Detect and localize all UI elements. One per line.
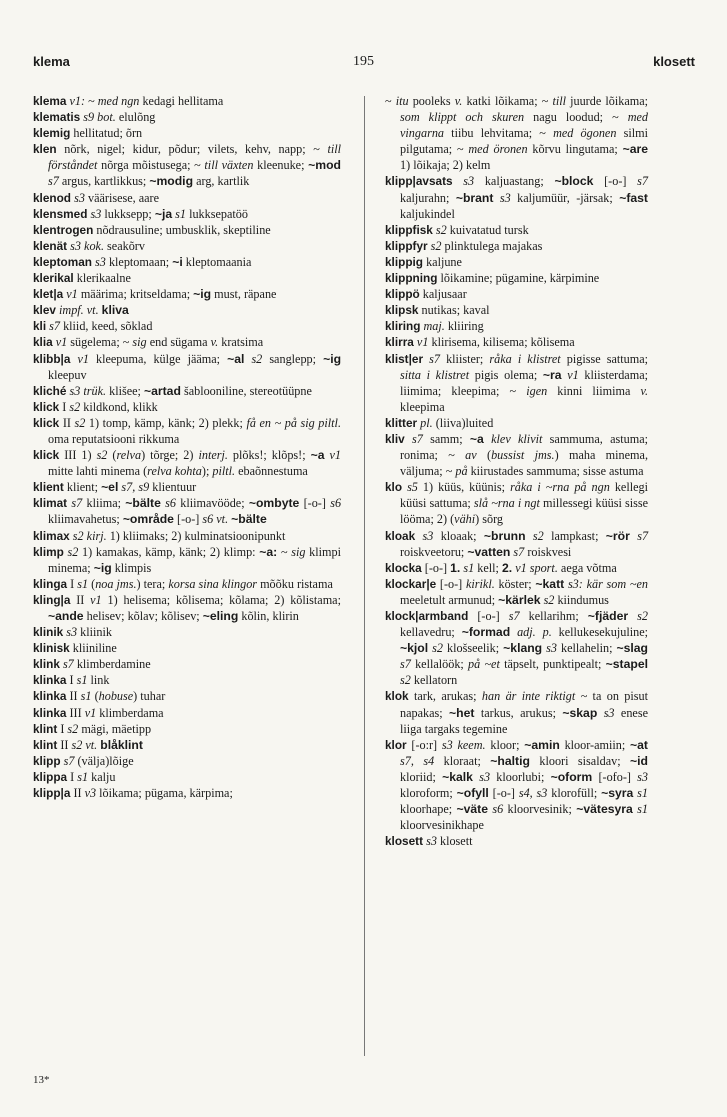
left-guide-word: klema bbox=[33, 54, 70, 69]
dictionary-entry: klippfisk s2 kuivatatud tursk bbox=[385, 222, 529, 237]
dictionary-entry: klippig kaljune bbox=[385, 254, 462, 269]
dictionary-entry: klockar|e [-o-] kirikl. köster; ~katt s3: kär som ~en meeletult armunud; ~kärlek s2 kiindumus bbox=[385, 576, 649, 607]
dictionary-entry: klev impf. vt. kliva bbox=[33, 303, 129, 318]
dictionary-entry: klinka III v1 klimberdama bbox=[33, 705, 164, 720]
dictionary-entry: klemig hellitatud; õrn bbox=[33, 126, 143, 141]
dictionary-entry: klippa I s1 kalju bbox=[33, 769, 116, 784]
dictionary-entry: klema v1: ~ med ngn kedagi hellitama bbox=[33, 94, 224, 108]
dictionary-entry: klensmed s3 lukksepp; ~ja s1 lukksepatöö bbox=[33, 206, 248, 221]
dictionary-entry: klor [-o:r] s3 keem. kloor; ~amin kloor-amiin; ~at s7, s4 kloraat; ~haltig kloori sisaldav; ~id kloriid; ~kalk s3 kloorlubi; ~oform [-ofo-] s3 kloroform; ~ofyll [-o-] s4, s3 klorofüll; ~syra s1 kloorhape; ~väte s6 kloorvesinik; ~vätesyra s1 kloorvesinikhape bbox=[385, 737, 649, 833]
dictionary-entry: klinka II s1 (hobuse) tuhar bbox=[33, 689, 166, 704]
dictionary-entry: klink s7 klimberdamine bbox=[33, 657, 151, 672]
dictionary-entry: klematis s9 bot. elulõng bbox=[33, 110, 156, 125]
dictionary-entry: klinka I s1 link bbox=[33, 673, 110, 688]
dictionary-entry: klist|er s7 kliister; råka i klistret pigisse sattuma; sitta i klistret pigis olema; ~ra v1 kliisterdama; liimima; kleepima; ~ igen kinni liimima v. kleepima bbox=[385, 351, 649, 414]
dictionary-entry: klipsk nutikas; kaval bbox=[385, 303, 490, 318]
dictionary-entry: klia v1 sügelema; ~ sig end sügama v. kratsima bbox=[33, 335, 264, 350]
dictionary-entry: klipp|a II v3 lõikama; pügama, kärpima; bbox=[33, 786, 233, 801]
dictionary-entry: klirra v1 klirisema, kilisema; kõlisema bbox=[385, 335, 575, 350]
left-column bbox=[33, 93, 341, 801]
dictionary-entry: klimax s2 kirj. 1) kliimaks; 2) kulminatsioonipunkt bbox=[33, 528, 286, 543]
dictionary-entry: klippning lõikamine; pügamine, kärpimine bbox=[385, 271, 600, 286]
dictionary-entry: klippfyr s2 plinktulega majakas bbox=[385, 238, 543, 253]
page-number: 195 bbox=[353, 54, 374, 69]
dictionary-entry: klimat s7 kliima; ~bälte s6 kliimavööde; ~ombyte [-o-] s6 kliimavahetus; ~område [-o-] s6 vt. ~bälte bbox=[33, 496, 342, 527]
dictionary-entry: klitter pl. (liiva)luited bbox=[385, 415, 494, 430]
right-column bbox=[385, 93, 648, 849]
dictionary-entry: kleptoman s3 kleptomaan; ~i kleptomaania bbox=[33, 254, 252, 269]
page-header bbox=[30, 52, 697, 74]
dictionary-entry: klenät s3 kok. seakõrv bbox=[33, 238, 145, 253]
dictionary-entry: klerikal klerikaalne bbox=[33, 271, 131, 286]
dictionary-entry: klint I s2 mägi, mäetipp bbox=[33, 721, 152, 736]
dictionary-entry: klen nõrk, nigel; kidur, põdur; vilets, kehv, napp; ~ till förståndet nõrga mõistusega; ~ till växten kleenuke; ~mod s7 argus, kartlikkus; ~modig arg, kartlik bbox=[33, 142, 341, 189]
dictionary-entry: klimp s2 1) kamakas, kämp, känk; 2) klimp: ~a: ~ sig klimpi minema; ~ig klimpis bbox=[33, 544, 342, 575]
dictionary-entry: klenod s3 väärisese, aare bbox=[33, 190, 160, 205]
dictionary-entry: klipp s7 (välja)lõige bbox=[33, 753, 134, 768]
dictionary-entry: klient klient; ~el s7, s9 klientuur bbox=[33, 480, 197, 495]
dictionary-entry: kloak s3 kloaak; ~brunn s2 lampkast; ~rör s7 roiskveetoru; ~vatten s7 roiskvesi bbox=[385, 528, 649, 559]
dictionary-entry: klinisk kliiniline bbox=[33, 641, 117, 656]
dictionary-entry: klet|a v1 määrima; kritseldama; ~ig must, räpane bbox=[33, 287, 277, 302]
dictionary-entry: klipp|avsats s3 kaljuastang; ~block [-o-] s7 kaljurahn; ~brant s3 kaljumüür, -järsak; ~fast kaljukindel bbox=[385, 174, 649, 221]
dictionary-entry: kling|a II v1 1) helisema; kõlisema; kõlama; 2) kõlistama; ~ande helisev; kõlav; kõlisev; ~eling kõlin, klirin bbox=[33, 592, 341, 623]
dictionary-entry: klick I s2 kildkond, klikk bbox=[33, 399, 158, 414]
dictionary-entry: klocka [-o-] 1. s1 kell; 2. v1 sport. aega võtma bbox=[385, 560, 617, 575]
dictionary-entry: klinga I s1 (noa jms.) tera; korsa sina klingor mõõku ristama bbox=[33, 576, 333, 591]
column-divider bbox=[364, 96, 365, 1056]
dictionary-entry: klippö kaljusaar bbox=[385, 287, 467, 302]
dictionary-entry: klock|armband [-o-] s7 kellarihm; ~fjäder s2 kellavedru; ~formad adj. p. kellukesekujuline; ~kjol s2 klošseelik; ~klang s3 kellahelin; ~slag s7 kellalöök; på ~et täpselt, punktipealt; ~stapel s2 kellatorn bbox=[385, 609, 649, 688]
dictionary-entry: klick III 1) s2 (relva) tõrge; 2) interj. plõks!; klõps!; ~a v1 mitte lahti minema (relva kohta); piltl. ebaõnnestuma bbox=[33, 448, 342, 479]
dictionary-entry: ~ itu pooleks v. katki lõikama; ~ till juurde lõikama; som klippt och skuren nagu loodud; ~ med vingarna tiibu lehvitama; ~ med ögonen silmi pilgutama; ~ med öronen kõrvu lingutama; ~are 1) lõikaja; 2) kelm bbox=[385, 94, 649, 173]
dictionary-entry: klint II s2 vt. blåklint bbox=[33, 737, 143, 752]
dictionary-entry: kliv s7 samm; ~a klev klivit sammuma, astuma; ronima; ~ av (bussist jms.) maha minema, väljuma; ~ på kiirustades sammuma; sisse astuma bbox=[385, 431, 649, 479]
right-guide-word: klosett bbox=[653, 54, 695, 69]
dictionary-entry: klibb|a v1 kleepuma, külge jääma; ~al s2 sanglepp; ~ig kleepuv bbox=[33, 351, 342, 382]
dictionary-entry: klick II s2 1) tomp, kämp, känk; 2) plekk; få en ~ på sig piltl. oma reputatsiooni rikkuma bbox=[33, 415, 341, 446]
dictionary-entry: kliché s3 trük. klišee; ~artad šablooniline, stereotüüpne bbox=[33, 383, 312, 398]
dictionary-entry: klinik s3 kliinik bbox=[33, 625, 112, 640]
dictionary-entry: klo s5 1) küüs, küünis; råka i ~rna på ngn kellegi küüsi sattuma; slå ~rna i ngt millessegi küüsi sisse lööma; 2) (vähi) sõrg bbox=[385, 480, 649, 527]
dictionary-entry: klok tark, arukas; han är inte riktigt ~ ta on pisut napakas; ~het tarkus, arukus; ~skap s3 enese liiga targaks tegemine bbox=[385, 689, 648, 736]
dictionary-entry: klentrogen nõdrausuline; umbusklik, skeptiline bbox=[33, 222, 271, 237]
dictionary-entry: kli s7 kliid, keed, sõklad bbox=[33, 319, 153, 334]
dictionary-entry: kliring maj. kliiring bbox=[385, 319, 484, 334]
signature-mark: 13* bbox=[33, 1074, 50, 1086]
dictionary-entry: klosett s3 klosett bbox=[385, 834, 473, 849]
